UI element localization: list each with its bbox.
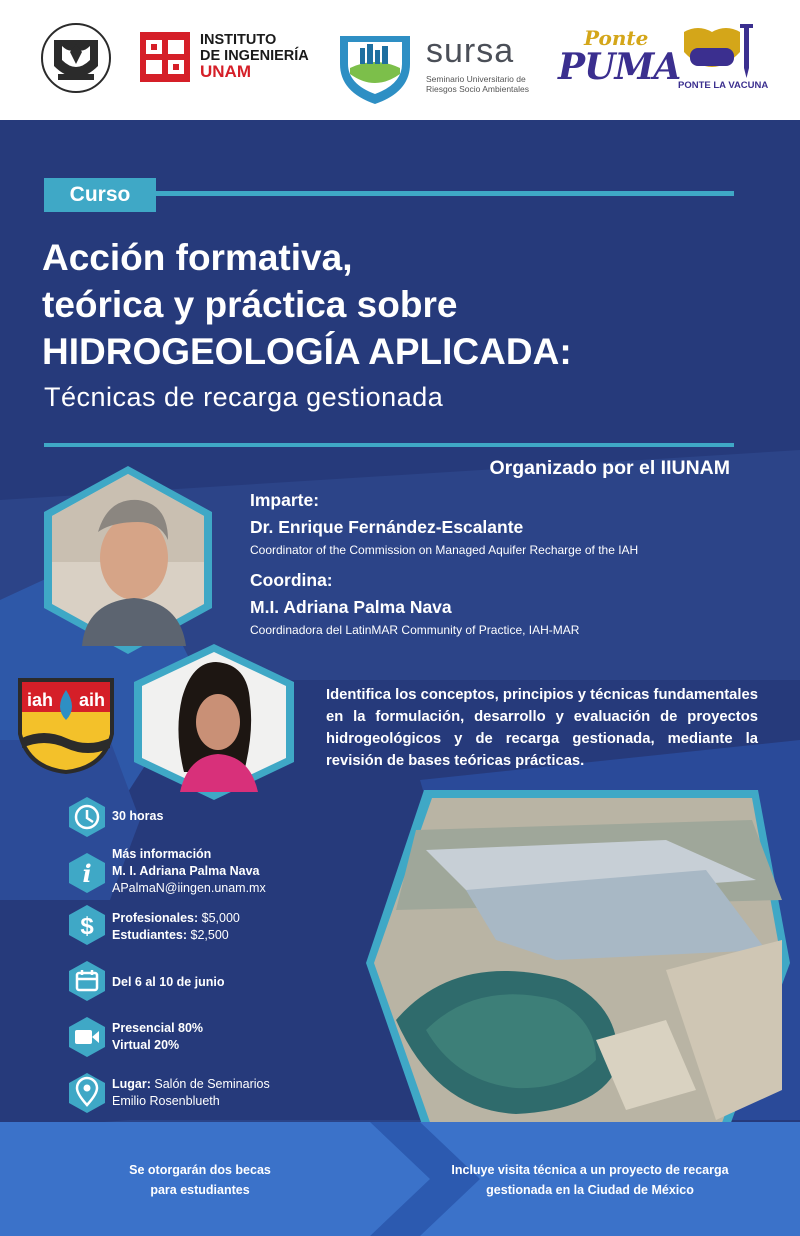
mode-line-2: Virtual 20% [112, 1038, 180, 1052]
clock-icon [66, 796, 108, 838]
price-stud-value: $2,500 [190, 928, 229, 942]
iiunam-name: INSTITUTO DE INGENIERÍA UNAM [200, 32, 309, 81]
puma-text: PUMA [558, 46, 681, 88]
place-line-1: Salón de Seminarios [154, 1077, 270, 1091]
coordinator-role: Coordina: [250, 570, 333, 590]
contact-email[interactable]: APalmaN@iingen.unam.mx [112, 881, 266, 895]
instructor-description: Coordinator of the Commission on Managed Aquifer Recharge of the IAH [250, 543, 639, 557]
ponte-puma-logo [556, 22, 776, 102]
contact-name: M. I. Adriana Palma Nava [112, 864, 260, 878]
iah-logo [16, 676, 116, 776]
footer-technical-visit-note: Incluye visita técnica a un proyecto de recarga gestionada en la Ciudad de México [451, 1163, 729, 1197]
vacuna-text: PONTE LA VACUNA [678, 80, 769, 91]
course-subtitle: Técnicas de recarga gestionada [44, 382, 444, 412]
footer-scholarship-note: Se otorgarán dos becas para estudiantes [129, 1163, 271, 1197]
sursa-name: sursa [426, 32, 515, 70]
coordinator-description: Coordinadora del LatinMAR Community of Practice, IAH-MAR [250, 623, 580, 637]
course-description: Identifica los conceptos, principios y técnicas fundamentales en la formulación, desarrollo y evaluación de proyectos hidrogeológicos y de recarga gestionada, mediante la revisión de bases teóricas prácticas. [326, 687, 758, 769]
price-prof-value: $5,000 [201, 911, 240, 925]
price-stud-label: Estudiantes: [112, 928, 188, 942]
place-line-2: Emilio Rosenblueth [112, 1094, 220, 1108]
sursa-logo [336, 28, 536, 104]
recharge-site-aerial-photo [366, 790, 790, 1136]
unam-seal-logo [40, 22, 112, 94]
contact-title: Más información [112, 847, 212, 861]
organized-by: Organizado por el IIUNAM [489, 457, 730, 479]
sursa-subtitle: Seminario Universitario de Riesgos Socio Ambientales [426, 74, 530, 94]
calendar-icon [66, 960, 108, 1002]
duration-text: 30 horas [112, 809, 164, 823]
dates-text: Del 6 al 10 de junio [112, 975, 225, 989]
iiunam-logo [140, 32, 320, 90]
course-title-line-2: teórica y práctica sobre [42, 284, 458, 325]
iah-right-text: aih [78, 690, 106, 710]
header-bar [0, 0, 800, 120]
sursa-shield-icon [336, 28, 414, 106]
iiunam-mark-icon [140, 32, 190, 82]
dollar-icon [66, 904, 108, 946]
course-title-line-3: HIDROGEOLOGÍA APLICADA: [42, 331, 572, 372]
location-pin-icon [66, 1072, 108, 1114]
svg-text:$: $ [80, 913, 94, 940]
title-accent-line [44, 443, 734, 447]
coordinator-info [250, 570, 579, 637]
course-title-line-1: Acción formativa, [42, 237, 353, 278]
iah-left-text: iah [26, 690, 54, 710]
info-icon [66, 852, 108, 894]
instructor-role: Imparte: [250, 490, 320, 510]
coordinator-photo [130, 642, 298, 802]
video-camera-icon [66, 1016, 108, 1058]
place-label: Lugar: [112, 1077, 151, 1091]
instructor-info [250, 490, 638, 557]
mode-line-1: Presencial 80% [112, 1021, 204, 1035]
ponte-text: Ponte [584, 26, 649, 50]
instructor-photo [38, 462, 218, 658]
coordinator-name: M.I. Adriana Palma Nava [250, 597, 452, 617]
course-tag: Curso [44, 178, 156, 212]
svg-text:i: i [82, 859, 92, 888]
price-prof-label: Profesionales: [112, 911, 199, 925]
puma-vaccine-icon [678, 24, 758, 80]
instructor-name: Dr. Enrique Fernández-Escalante [250, 517, 524, 537]
